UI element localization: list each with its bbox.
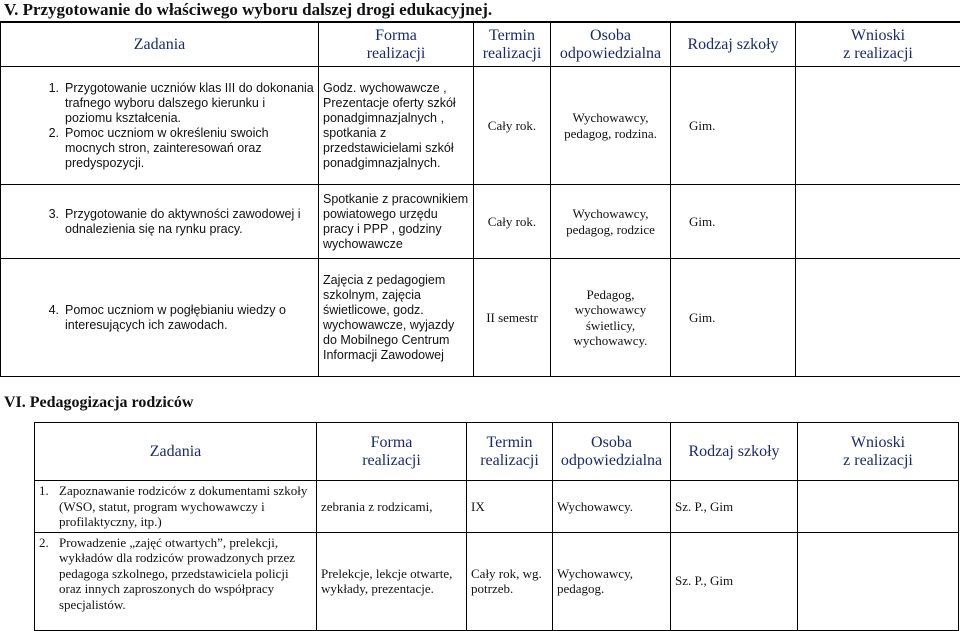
termin-cell: II semestr <box>474 259 551 377</box>
task-list <box>39 81 314 171</box>
zadania-cell <box>1 67 319 185</box>
task-number: 4. <box>48 302 59 317</box>
zadania-cell <box>1 185 319 259</box>
wnioski-cell <box>798 532 959 630</box>
rodzaj-cell: Gim. <box>671 259 796 377</box>
header-osoba-line1: Osoba <box>591 433 632 451</box>
forma-cell: Zajęcia z pedagogiem szkolnym, zajęcia świetlicowe, godz. wychowawcze, wyjazdy do Mobilnego Centrum Informacji Zawodowej <box>319 259 474 377</box>
task-number: 1. <box>39 483 49 498</box>
rodzaj-cell: Gim. <box>671 67 796 185</box>
section-v-header-row <box>1 23 960 67</box>
table-row <box>1 259 960 377</box>
section-v-title: V. Przygotowanie do właściwego wyboru dalszej drogi edukacyjnej. <box>4 0 493 19</box>
section-vi-header-row <box>35 423 959 481</box>
header-wnioski-line2: z realizacji <box>843 451 913 469</box>
forma-cell: Spotkanie z pracownikiem powiatowego urzędu pracy i PPP , godziny wychowawcze <box>319 185 474 259</box>
header-osoba-line1: Osoba <box>590 26 631 44</box>
wnioski-cell <box>798 481 959 533</box>
forma-cell: Prelekcje, lekcje otwarte, wykłady, prezentacje. <box>317 532 467 630</box>
header-termin <box>467 423 553 481</box>
task-number: 2. <box>39 534 49 550</box>
forma-cell: Godz. wychowawcze , Prezentacje oferty szkół ponadgimnazjalnych , spotkania z przedstawicielami szkół ponadgimnazjalnych. <box>319 67 474 185</box>
wnioski-cell <box>796 67 960 185</box>
wnioski-cell <box>796 259 960 377</box>
header-zadania <box>1 23 319 67</box>
header-forma <box>319 23 474 67</box>
termin-cell: Cały rok. <box>474 67 551 185</box>
header-osoba <box>551 23 671 67</box>
zadania-cell <box>35 481 317 533</box>
osoba-cell: Wychowawcy. <box>553 481 671 533</box>
termin-cell: Cały rok, wg. potrzeb. <box>467 532 553 630</box>
header-forma-line2: realizacji <box>366 44 426 62</box>
table-row <box>35 481 959 533</box>
header-wnioski-line1: Wnioski <box>850 26 906 44</box>
task-number: 1. <box>48 80 59 95</box>
task-list <box>39 535 312 613</box>
termin-cell: IX <box>467 481 553 533</box>
list-item <box>39 81 314 126</box>
task-number: 2. <box>48 125 59 140</box>
section-vi-table <box>34 422 959 631</box>
task-list <box>39 207 314 237</box>
header-wnioski <box>796 23 960 67</box>
osoba-cell: Pedagog, wychowawcy świetlicy, wychowawcy. <box>551 259 671 377</box>
header-forma-line1: Forma <box>375 26 417 44</box>
header-osoba-line2: odpowiedzialna <box>559 44 662 62</box>
header-zadania-label: Zadania <box>133 35 186 53</box>
header-osoba <box>553 423 671 481</box>
rodzaj-cell: Sz. P., Gim <box>671 532 798 630</box>
rodzaj-cell: Gim. <box>671 185 796 259</box>
task-list <box>39 303 314 333</box>
header-forma-line1: Forma <box>370 433 413 451</box>
osoba-cell: Wychowawcy, pedagog, rodzina. <box>551 67 671 185</box>
header-termin-line1: Termin <box>489 26 535 44</box>
list-item <box>39 483 312 530</box>
header-rodzaj <box>671 423 798 481</box>
header-forma-line2: realizacji <box>362 451 421 469</box>
header-rodzaj-label: Rodzaj szkoły <box>688 442 780 460</box>
forma-cell: zebrania z rodzicami, <box>317 481 467 533</box>
rodzaj-cell: Sz. P., Gim <box>671 481 798 533</box>
table-row <box>1 67 960 185</box>
task-text: Prowadzenie „zajęć otwartych”, prelekcji, wykładów dla rodziców prowadzonych przez pedagoga szkolnego, przedstawiciela policji oraz innych zaproszonych do współpracy specjalistów. <box>59 534 296 612</box>
osoba-cell: Wychowawcy, pedagog. <box>553 532 671 630</box>
task-text: Pomoc uczniom w określeniu swoich mocnych stron, zainteresowań oraz predyspozycji. <box>65 125 269 170</box>
task-list <box>39 483 312 530</box>
list-item <box>39 126 314 171</box>
list-item <box>39 207 314 237</box>
header-forma <box>317 423 467 481</box>
table-row <box>1 185 960 259</box>
osoba-cell: Wychowawcy, pedagog, rodzice <box>551 185 671 259</box>
zadania-cell <box>35 532 317 630</box>
termin-cell: Cały rok. <box>474 185 551 259</box>
header-zadania-label: Zadania <box>149 442 202 460</box>
task-number: 3. <box>48 206 59 221</box>
list-item <box>39 303 314 333</box>
section-v-table <box>0 22 960 377</box>
header-osoba-line2: odpowiedzialna <box>560 451 663 469</box>
header-termin-line1: Termin <box>486 433 533 451</box>
table-row <box>35 532 959 630</box>
task-text: Przygotowanie uczniów klas III do dokonania trafnego wyboru dalszego kierunku i poziomu kształcenia. <box>65 80 314 125</box>
header-zadania <box>35 423 317 481</box>
section-vi-title: VI. Pedagogizacja rodziców <box>4 394 194 411</box>
header-rodzaj <box>671 23 796 67</box>
wnioski-cell <box>796 185 960 259</box>
list-item <box>39 535 312 613</box>
header-wnioski-line1: Wnioski <box>850 433 906 451</box>
task-text: Zapoznawanie rodziców z dokumentami szkoły (WSO, statut, program wychowawczy i profilaktyczny, itp.) <box>59 483 308 529</box>
header-termin <box>474 23 551 67</box>
header-rodzaj-label: Rodzaj szkoły <box>687 35 779 53</box>
task-text: Pomoc uczniom w pogłębianiu wiedzy o interesujących ich zawodach. <box>65 302 286 332</box>
task-text: Przygotowanie do aktywności zawodowej i odnalezienia się na rynku pracy. <box>65 206 301 236</box>
header-wnioski-line2: z realizacji <box>843 44 913 62</box>
header-termin-line2: realizacji <box>480 451 539 469</box>
zadania-cell <box>1 259 319 377</box>
header-termin-line2: realizacji <box>482 44 542 62</box>
header-wnioski <box>798 423 959 481</box>
